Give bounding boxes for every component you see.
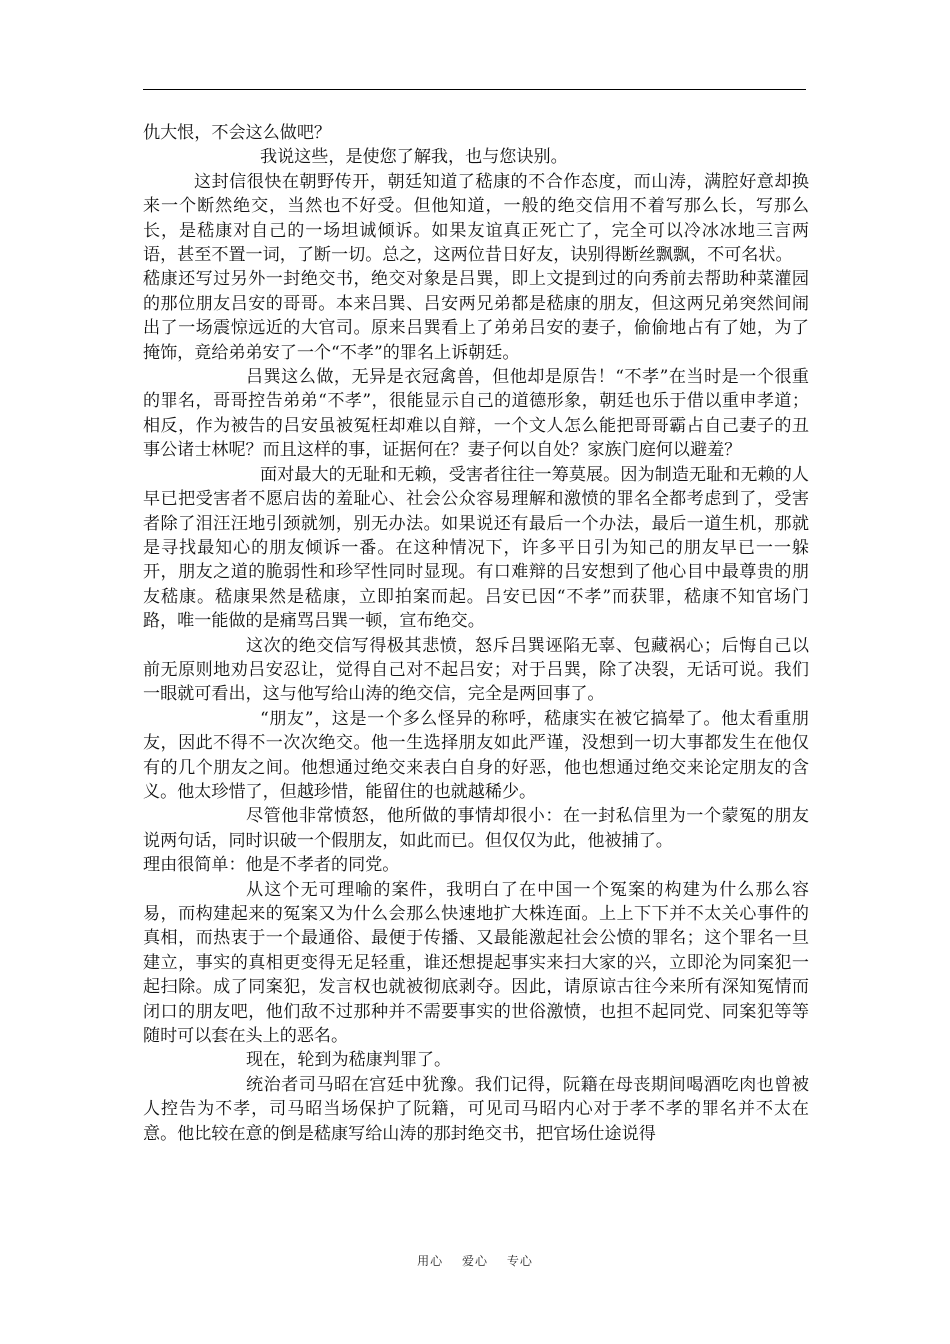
paragraph-12: 现在，轮到为嵇康判罪了。 xyxy=(246,1050,452,1071)
paragraph-10: 理由很简单：他是不孝者的同党。 xyxy=(143,855,400,876)
header-rule xyxy=(143,89,806,90)
paragraph-6: 面对最大的无耻和无赖，受害者往往一筹莫展。因为制造无耻和无赖的人早已把受害者不愿启齿的羞耻心、社会公众容易理解和激愤的罪名全都考虑到了，受害者除了泪汪汪地引颈就刎，别无办法。如果说还有最后一个办法，最后一道生机，那就是寻找最知心的朋友倾诉一番。在这种情况下，许多平日引为知己的朋友早已一一躲开，朋友之道的脆弱性和珍罕性同时显现。有口难辩的吕安想到了他心目中最尊贵的朋友嵇康。嵇康果然是嵇康，立即拍案而起。吕安已因“不孝”而获罪，嵇康不知官场门路，唯一能做的是痛骂吕巽一顿，宣布绝交。 xyxy=(143,464,809,632)
paragraph-2: 我说这些，是使您了解我，也与您诀别。 xyxy=(260,147,568,168)
paragraph-3: 这封信很快在朝野传开，朝廷知道了嵇康的不合作态度，而山涛，满腔好意却换来一个断然绝交，当然也不好受。但他知道，一般的绝交信用不着写那么长，写那么长，是嵇康对自己的一场坦诚倾诉。如果友谊真正死亡了，完全可以冷冰冰地三言两语，甚至不置一词，了断一切。总之，这两位昔日好友，诀别得断丝飘飘，不可名状。 xyxy=(143,171,809,266)
paragraph-11: 从这个无可理喻的案件，我明白了在中国一个冤案的构建为什么那么容易，而构建起来的冤案又为什么会那么快速地扩大株连面。上上下下并不太关心事件的真相，而热衷于一个最通俗、最便于传播、又最能激起社会公愤的罪名；这个罪名一旦建立，事实的真相更变得无足轻重，谁还想提起事实来扫大家的兴，立即沦为同案犯一起扫除。成了同案犯，发言权也就被彻底剥夺。因此，请原谅古往今来所有深知冤情而闭口的朋友吧，他们敌不过那种并不需要事实的世俗激愤，也担不起同党、同案犯等等随时可以套在头上的恶名。 xyxy=(143,879,809,1047)
paragraph-8: “朋友”，这是一个多么怪异的称呼，嵇康实在被它搞晕了。他太看重朋友，因此不得不一次次绝交。他一生选择朋友如此严谨，没想到一切大事都发生在他仅有的几个朋友之间。他想通过绝交来表白自身的好恶，他也想通过绝交来论定朋友的含义。他太珍惜了，但越珍惜，能留住的也就越稀少。 xyxy=(143,708,809,802)
body-text xyxy=(143,121,809,1146)
paragraph-13: 统治者司马昭在宫廷中犹豫。我们记得，阮籍在母丧期间喝酒吃肉也曾被人控告为不孝，司马昭当场保护了阮籍，可见司马昭内心对于孝不孝的罪名并不太在意。他比较在意的倒是嵇康写给山涛的那封绝交书，把官场仕途说得 xyxy=(143,1074,809,1144)
footer-item-2: 爱心 xyxy=(461,1254,488,1268)
page-footer xyxy=(0,1252,950,1269)
paragraph-4: 嵇康还写过另外一封绝交书，绝交对象是吕巽，即上文提到过的向秀前去帮助种菜灌园的那位朋友吕安的哥哥。本来吕巽、吕安两兄弟都是嵇康的朋友，但这两兄弟突然间闹出了一场震惊远近的大官司。原来吕巽看上了弟弟吕安的妻子，偷偷地占有了她，为了掩饰，竟给弟弟安了一个“不孝”的罪名上诉朝廷。 xyxy=(143,269,809,363)
paragraph-1: 仇大恨，不会这么做吧？ xyxy=(143,123,332,143)
footer-item-3: 专心 xyxy=(506,1254,533,1268)
paragraph-5: 吕巽这么做，无异是衣冠禽兽，但他却是原告！“不孝”在当时是一个很重的罪名，哥哥控告弟弟“不孝”，很能显示自己的道德形象，朝廷也乐于借以重申孝道；相反，作为被告的吕安虽被冤枉却难以自辩，一个文人怎么能把哥哥霸占自己妻子的丑事公诸士林呢？而且这样的事，证据何在？妻子何以自处？家族门庭何以避羞？ xyxy=(143,367,809,461)
paragraph-9: 尽管他非常愤怒，他所做的事情却很小：在一封私信里为一个蒙冤的朋友说两句话，同时识破一个假朋友，如此而已。但仅仅为此，他被捕了。 xyxy=(143,806,809,851)
footer-item-1: 用心 xyxy=(417,1254,444,1268)
paragraph-7: 这次的绝交信写得极其悲愤，怒斥吕巽诬陷无辜、包藏祸心；后悔自己以前无原则地劝吕安忍让，觉得自己对不起吕安；对于吕巽，除了决裂，无话可说。我们一眼就可看出，这与他写给山涛的绝交信，完全是两回事了。 xyxy=(143,635,809,705)
